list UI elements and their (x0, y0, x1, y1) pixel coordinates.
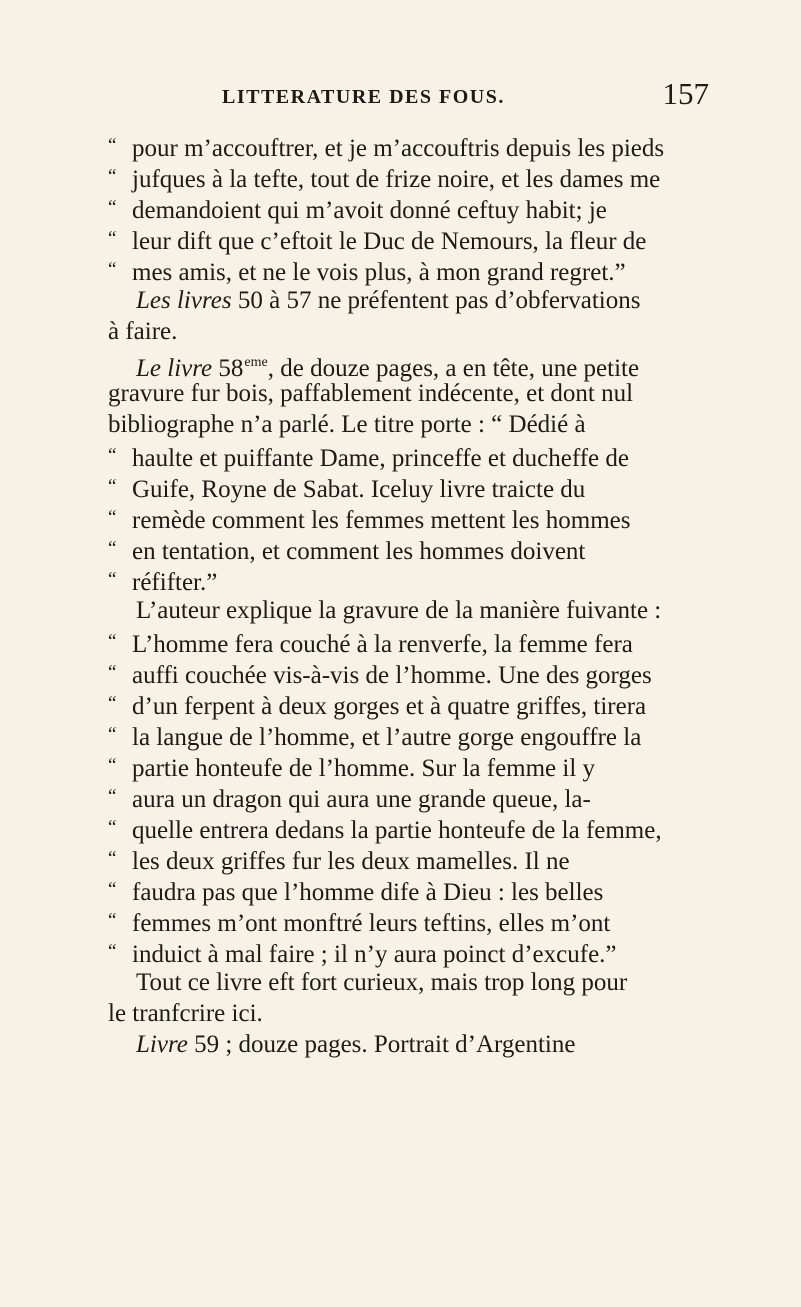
page-header (110, 74, 709, 122)
text-line (108, 440, 709, 471)
text-line (108, 688, 709, 719)
text-line (108, 409, 709, 440)
text-line (108, 595, 709, 626)
text-line (108, 533, 709, 564)
opening-quote: “ (108, 755, 117, 776)
text-line (108, 843, 709, 874)
text-line (108, 502, 709, 533)
line-text: , de douze pages, a en tête, une petite (267, 355, 640, 382)
text-line (108, 285, 709, 316)
opening-quote: “ (108, 941, 117, 962)
opening-quote: “ (108, 662, 117, 683)
line-text: L’homme fera couché à la renverfe, la femme fera (132, 631, 633, 658)
opening-quote: “ (108, 879, 117, 900)
opening-quote: “ (108, 631, 117, 652)
line-text: mes amis, et ne le vois plus, à mon grand regret.” (132, 259, 626, 286)
text-line (108, 626, 709, 657)
text-line (108, 936, 709, 967)
text-line (108, 750, 709, 781)
text-line (108, 719, 709, 750)
opening-quote: “ (108, 507, 117, 528)
line-text: à faire. (108, 318, 178, 345)
ordinal-superscript: eme (244, 355, 268, 370)
line-text: Guife, Royne de Sabat. Iceluy livre traicte du (132, 476, 586, 503)
line-text: d’un ferpent à deux gorges et à quatre griffes, tirera (132, 693, 647, 720)
running-head: LITTERATURE DES FOUS. (222, 86, 505, 108)
line-text: faudra pas que l’homme dife à Dieu : les belles (132, 879, 604, 906)
text-line (108, 874, 709, 905)
text-line (108, 192, 709, 223)
italic-title: Livre (136, 1031, 188, 1058)
text-line (108, 781, 709, 812)
text-line (108, 812, 709, 843)
line-text: partie honteufe de l’homme. Sur la femme il y (132, 755, 596, 782)
text-line (108, 378, 709, 409)
line-text: L’auteur explique la gravure de la manière fuivante : (136, 597, 662, 624)
text-line (108, 1029, 709, 1060)
line-text: 50 à 57 ne préfentent pas d’obfervations (237, 287, 641, 314)
text-line (108, 316, 709, 347)
opening-quote: “ (108, 259, 117, 280)
line-number: 58 (218, 355, 244, 382)
text-line (108, 347, 709, 382)
line-text: le tranfcrire ici. (108, 1000, 263, 1027)
text-line (108, 161, 709, 192)
page-number: 157 (662, 76, 709, 111)
text-line (108, 967, 709, 998)
line-text: aura un dragon qui aura une grande queue, la- (132, 786, 591, 813)
line-text: 59 ; douze pages. Portrait d’Argentine (194, 1031, 576, 1058)
italic-title: Le livre (136, 355, 213, 382)
line-text: leur dift que c’eftoit le Duc de Nemours, la fleur de (132, 228, 647, 255)
text-line (108, 254, 709, 285)
line-text: demandoient qui m’avoit donné ceftuy habit; je (132, 197, 607, 224)
opening-quote: “ (108, 786, 117, 807)
italic-title: Les livres (136, 287, 232, 314)
line-text: pour m’accouftrer, et je m’accouftris depuis les pieds (132, 135, 665, 162)
line-text: haulte et puiffante Dame, princeffe et ducheffe de (132, 445, 629, 472)
line-text: remède comment les femmes mettent les hommes (132, 507, 631, 534)
text-line (108, 130, 709, 161)
line-text: en tentation, et comment les hommes doivent (132, 538, 586, 565)
opening-quote: “ (108, 848, 117, 869)
line-text: gravure fur bois, paffablement indécente, et dont nul (108, 380, 634, 407)
line-text: Tout ce livre eft fort curieux, mais trop long pour (136, 969, 628, 996)
opening-quote: “ (108, 228, 117, 249)
line-text: réfifter.” (132, 569, 218, 596)
text-line (108, 998, 709, 1029)
opening-quote: “ (108, 569, 117, 590)
text-line (108, 657, 709, 688)
line-text: jufques à la tefte, tout de frize noire, et les dames me (132, 166, 661, 193)
line-text: femmes m’ont monftré leurs teftins, elles m’ont (132, 910, 611, 937)
opening-quote: “ (108, 910, 117, 931)
line-text: induict à mal faire ; il n’y aura poinct d’excufe.” (132, 941, 617, 968)
line-text: quelle entrera dedans la partie honteufe de la femme, (132, 817, 662, 844)
opening-quote: “ (108, 166, 117, 187)
body-text (108, 130, 709, 1060)
opening-quote: “ (108, 724, 117, 745)
opening-quote: “ (108, 135, 117, 156)
opening-quote: “ (108, 693, 117, 714)
line-text: les deux griffes fur les deux mamelles. Il ne (132, 848, 570, 875)
line-text: auffi couchée vis-à-vis de l’homme. Une des gorges (132, 662, 652, 689)
text-line (108, 905, 709, 936)
text-line (108, 223, 709, 254)
line-text: bibliographe n’a parlé. Le titre porte : “ Dédié à (108, 411, 586, 438)
opening-quote: “ (108, 197, 117, 218)
line-text: la langue de l’homme, et l’autre gorge engouffre la (132, 724, 642, 751)
opening-quote: “ (108, 538, 117, 559)
opening-quote: “ (108, 445, 117, 466)
text-line (108, 471, 709, 502)
text-line (108, 564, 709, 595)
opening-quote: “ (108, 476, 117, 497)
opening-quote: “ (108, 817, 117, 838)
